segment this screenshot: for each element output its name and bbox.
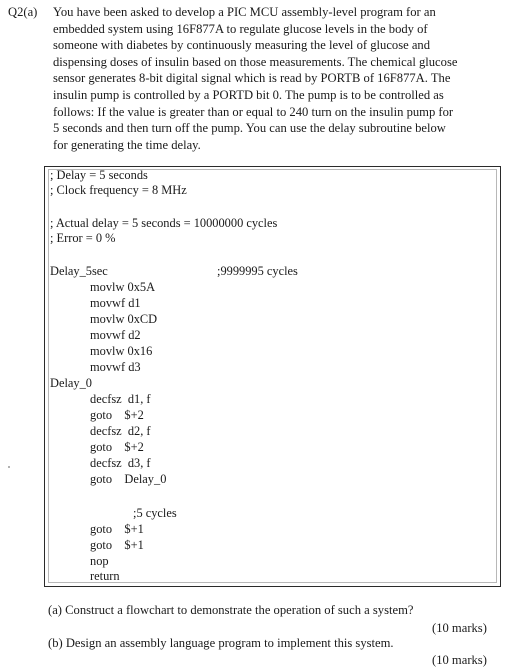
- code-instruction: goto $+1: [90, 538, 144, 552]
- code-comment: ;5 cycles: [133, 506, 177, 520]
- code-instruction: decfsz d3, f: [90, 456, 151, 470]
- question-line: sensor generates 8-bit digital signal which is read by PORTB of 16F877A. The: [53, 71, 451, 86]
- speck-mark: [8, 466, 10, 468]
- code-comment: ; Error = 0 %: [50, 231, 116, 245]
- code-comment: ; Delay = 5 seconds: [50, 168, 148, 182]
- code-instruction: movwf d3: [90, 360, 141, 374]
- delay-code-box: [44, 166, 501, 587]
- question-line: embedded system using 16F877A to regulate glucose levels in the body of: [53, 21, 428, 36]
- code-instruction: return: [90, 569, 120, 583]
- code-comment: ; Clock frequency = 8 MHz: [50, 183, 187, 197]
- code-instruction: movwf d2: [90, 328, 141, 342]
- code-instruction: goto Delay_0: [90, 472, 167, 486]
- code-instruction: goto $+2: [90, 440, 144, 454]
- question-line: 5 seconds and then turn off the pump. You can use the delay subroutine below: [53, 121, 446, 136]
- question-line: someone with diabetes by continuously measuring the level of glucose and: [53, 38, 431, 53]
- question-line: follows: If the value is greater than or equal to 240 turn on the insulin pump for: [53, 104, 454, 119]
- code-instruction: nop: [90, 554, 109, 568]
- code-instruction: movlw 0xCD: [90, 312, 158, 326]
- question-label: Q2(a): [8, 5, 38, 19]
- code-instruction: goto $+1: [90, 522, 144, 536]
- code-label: Delay_0: [50, 376, 92, 390]
- code-comment: ; Actual delay = 5 seconds = 10000000 cycles: [50, 216, 278, 230]
- code-label: Delay_5sec: [50, 264, 108, 278]
- code-instruction: movlw 0x5A: [90, 280, 156, 294]
- part-b-text: (b) Design an assembly language program to implement this system.: [48, 636, 394, 650]
- part-b-marks: (10 marks): [432, 653, 487, 667]
- question-line: insulin pump is controlled by a PORTD bit 0. The pump is to be controlled as: [53, 87, 444, 102]
- code-instruction: movlw 0x16: [90, 344, 153, 358]
- code-instruction: goto $+2: [90, 408, 144, 422]
- code-instruction: movwf d1: [90, 296, 141, 310]
- question-line: for generating the time delay.: [53, 137, 201, 152]
- part-a-marks: (10 marks): [432, 621, 487, 635]
- part-a-text: (a) Construct a flowchart to demonstrate the operation of such a system?: [48, 603, 414, 617]
- code-instruction: decfsz d1, f: [90, 392, 151, 406]
- question-line: dispensing doses of insulin based on those measurements. The chemical glucose: [53, 54, 458, 69]
- question-body: [53, 4, 495, 153]
- question-line: You have been asked to develop a PIC MCU assembly-level program for an: [53, 5, 436, 19]
- code-comment: ;9999995 cycles: [217, 264, 298, 278]
- code-instruction: decfsz d2, f: [90, 424, 151, 438]
